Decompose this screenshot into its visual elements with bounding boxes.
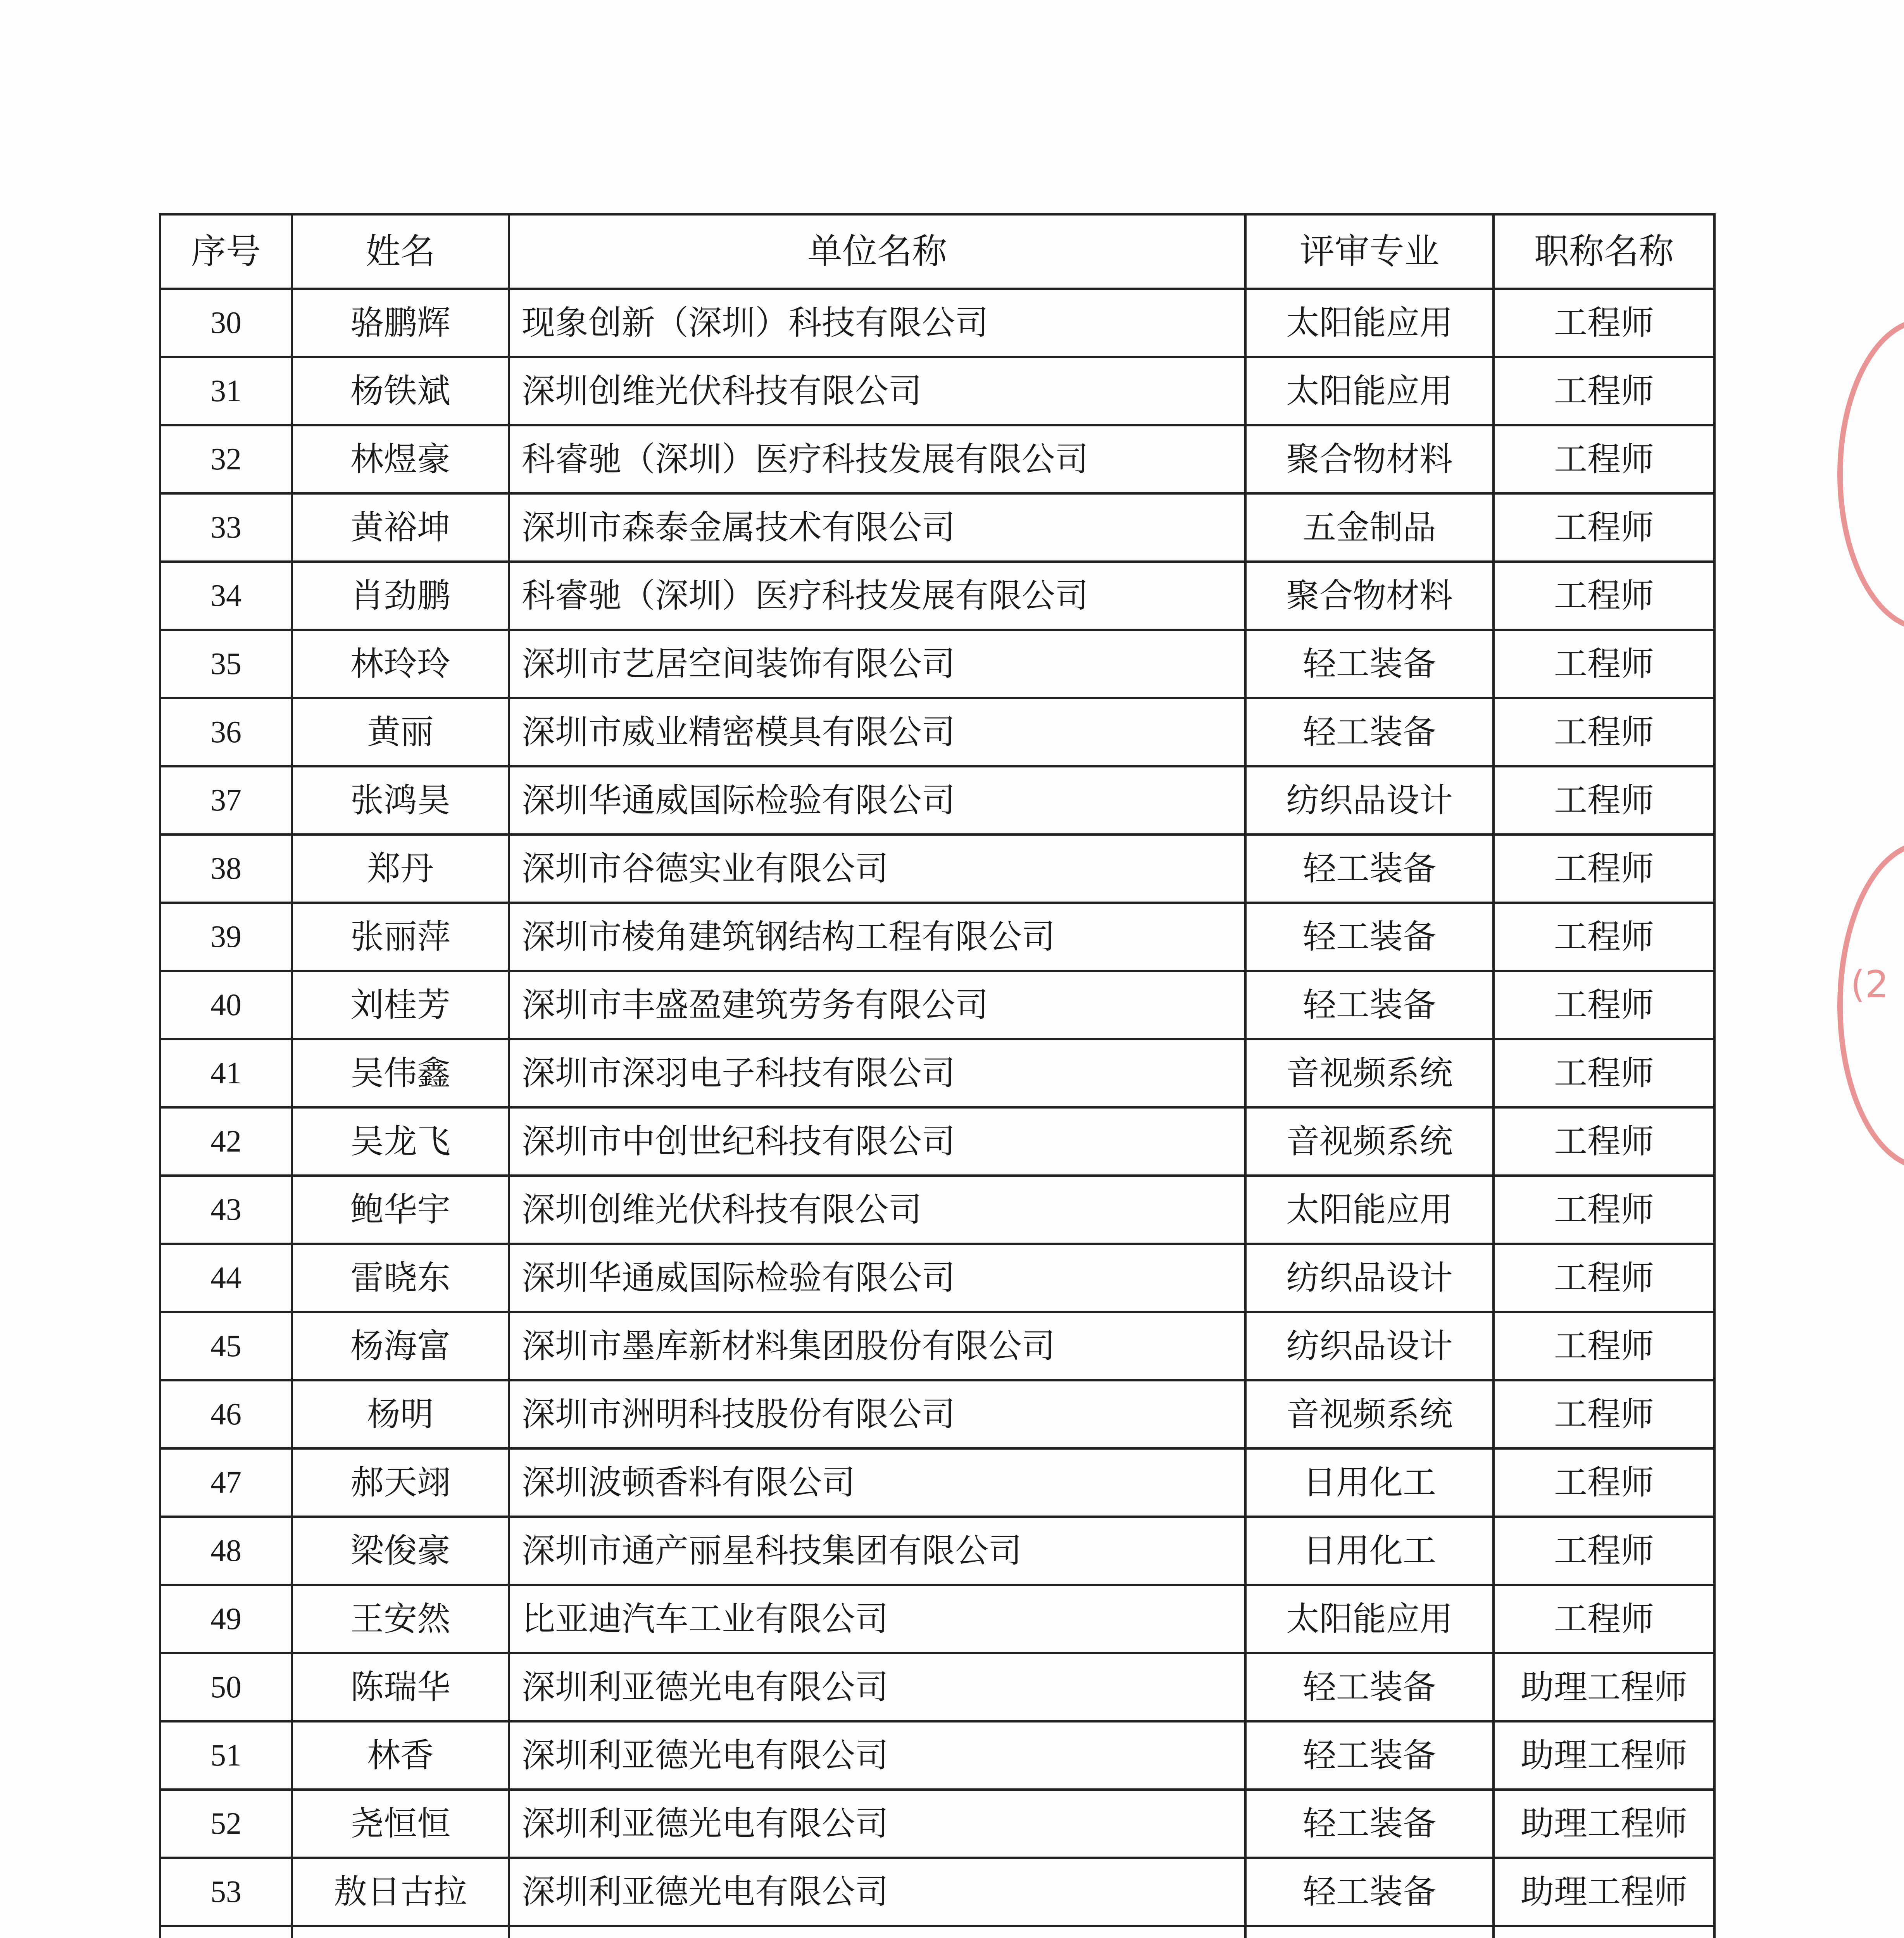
cell-title: 工程师: [1494, 971, 1714, 1039]
table-row: [160, 1721, 1714, 1790]
table-row: [160, 1107, 1714, 1176]
cell-title: 助理工程师: [1494, 1653, 1714, 1721]
header-name: 姓名: [292, 214, 509, 289]
cell-title: 工程师: [1494, 903, 1714, 971]
cell-title: 工程师: [1494, 835, 1714, 903]
cell-seq: 42: [160, 1107, 292, 1176]
cell-title: [1494, 1926, 1714, 1938]
cell-specialty: 太阳能应用: [1245, 357, 1494, 425]
table-row: [160, 1517, 1714, 1585]
cell-seq: 51: [160, 1721, 292, 1790]
table-row: [160, 425, 1714, 493]
cell-seq: 52: [160, 1790, 292, 1858]
cell-seq: 35: [160, 630, 292, 698]
cell-specialty: 五金制品: [1245, 493, 1494, 562]
cell-name: 黄裕坤: [292, 493, 509, 562]
table-row: [160, 630, 1714, 698]
cell-company: 深圳市通产丽星科技集团有限公司: [509, 1517, 1245, 1585]
table-row: [160, 493, 1714, 562]
table-row: [160, 1312, 1714, 1380]
cell-title: 工程师: [1494, 766, 1714, 835]
cell-title: 工程师: [1494, 425, 1714, 493]
cell-seq: 44: [160, 1244, 292, 1312]
cell-company: 深圳创维光伏科技有限公司: [509, 357, 1245, 425]
cell-seq: 39: [160, 903, 292, 971]
cell-title: 工程师: [1494, 1448, 1714, 1517]
cell-specialty: 太阳能应用: [1245, 1176, 1494, 1244]
cell-specialty: 日用化工: [1245, 1517, 1494, 1585]
table-header-row: [160, 214, 1714, 289]
cell-name: 黄丽: [292, 698, 509, 766]
cell-name: 林煜豪: [292, 425, 509, 493]
cell-specialty: 日用化工: [1245, 1448, 1494, 1517]
cell-seq: [160, 1926, 292, 1938]
cell-seq: 32: [160, 425, 292, 493]
cell-company: 科睿驰（深圳）医疗科技发展有限公司: [509, 562, 1245, 630]
cell-seq: 53: [160, 1858, 292, 1926]
cell-seq: 45: [160, 1312, 292, 1380]
cell-title: 工程师: [1494, 357, 1714, 425]
table-row: [160, 835, 1714, 903]
table-row: [160, 357, 1714, 425]
cell-company: 深圳市中创世纪科技有限公司: [509, 1107, 1245, 1176]
cell-specialty: 轻工装备: [1245, 698, 1494, 766]
cell-specialty: 太阳能应用: [1245, 289, 1494, 357]
cell-seq: 48: [160, 1517, 292, 1585]
cell-company: 深圳华通威国际检验有限公司: [509, 1244, 1245, 1312]
cell-specialty: 轻工装备: [1245, 1721, 1494, 1790]
cell-company: 深圳市深羽电子科技有限公司: [509, 1039, 1245, 1107]
cell-title: 工程师: [1494, 493, 1714, 562]
cell-company: [509, 1926, 1245, 1938]
cell-name: 鲍华宇: [292, 1176, 509, 1244]
table-row: [160, 1858, 1714, 1926]
cell-name: 杨海富: [292, 1312, 509, 1380]
cell-name: 尧恒恒: [292, 1790, 509, 1858]
cell-specialty: 音视频系统: [1245, 1380, 1494, 1448]
cell-name: 张鸿昊: [292, 766, 509, 835]
table-row: [160, 289, 1714, 357]
cell-name: 吴伟鑫: [292, 1039, 509, 1107]
cell-name: 杨明: [292, 1380, 509, 1448]
cell-name: 肖劲鹏: [292, 562, 509, 630]
cell-title: 工程师: [1494, 698, 1714, 766]
cell-company: 深圳市艺居空间装饰有限公司: [509, 630, 1245, 698]
cell-name: 杨铁斌: [292, 357, 509, 425]
cell-company: 比亚迪汽车工业有限公司: [509, 1585, 1245, 1653]
cell-name: 王安然: [292, 1585, 509, 1653]
official-seal-lower: [1837, 841, 1904, 1170]
header-company: 单位名称: [509, 214, 1245, 289]
table-row: [160, 562, 1714, 630]
cell-company: 深圳市丰盛盈建筑劳务有限公司: [509, 971, 1245, 1039]
cell-specialty: 轻工装备: [1245, 1653, 1494, 1721]
cell-company: 深圳波顿香料有限公司: [509, 1448, 1245, 1517]
cell-name: 张丽萍: [292, 903, 509, 971]
cell-title: 助理工程师: [1494, 1721, 1714, 1790]
cell-company: 深圳利亚德光电有限公司: [509, 1790, 1245, 1858]
cell-company: 深圳市谷德实业有限公司: [509, 835, 1245, 903]
cell-name: 敖日古拉: [292, 1858, 509, 1926]
cell-name: 吴龙飞: [292, 1107, 509, 1176]
cell-seq: 47: [160, 1448, 292, 1517]
cell-title: 工程师: [1494, 289, 1714, 357]
cell-name: 陈瑞华: [292, 1653, 509, 1721]
cell-specialty: 聚合物材料: [1245, 562, 1494, 630]
cell-name: [292, 1926, 509, 1938]
table-body: [160, 289, 1714, 1938]
cell-seq: 30: [160, 289, 292, 357]
cell-title: 工程师: [1494, 1039, 1714, 1107]
cell-seq: 40: [160, 971, 292, 1039]
cell-company: 深圳利亚德光电有限公司: [509, 1858, 1245, 1926]
roster-table: [159, 213, 1716, 1938]
cell-specialty: 音视频系统: [1245, 1107, 1494, 1176]
table-row: [160, 698, 1714, 766]
header-specialty: 评审专业: [1245, 214, 1494, 289]
cell-specialty: 轻工装备: [1245, 903, 1494, 971]
cell-specialty: 纺织品设计: [1245, 1312, 1494, 1380]
cell-company: 深圳市森泰金属技术有限公司: [509, 493, 1245, 562]
cell-specialty: 轻工装备: [1245, 835, 1494, 903]
header-seq: 序号: [160, 214, 292, 289]
cell-title: 工程师: [1494, 1517, 1714, 1585]
table-row: [160, 1039, 1714, 1107]
cell-seq: 34: [160, 562, 292, 630]
cell-name: 梁俊豪: [292, 1517, 509, 1585]
official-seal-upper: [1837, 318, 1904, 631]
table-row: [160, 1926, 1714, 1938]
cell-title: 工程师: [1494, 1585, 1714, 1653]
cell-name: 刘桂芳: [292, 971, 509, 1039]
cell-seq: 49: [160, 1585, 292, 1653]
table-row: [160, 1380, 1714, 1448]
cell-specialty: [1245, 1926, 1494, 1938]
cell-seq: 36: [160, 698, 292, 766]
cell-specialty: 纺织品设计: [1245, 1244, 1494, 1312]
cell-company: 深圳华通威国际检验有限公司: [509, 766, 1245, 835]
cell-specialty: 轻工装备: [1245, 1790, 1494, 1858]
table-row: [160, 1176, 1714, 1244]
cell-specialty: 轻工装备: [1245, 971, 1494, 1039]
table-row: [160, 1653, 1714, 1721]
table-row: [160, 903, 1714, 971]
cell-company: 深圳市洲明科技股份有限公司: [509, 1380, 1245, 1448]
cell-seq: 38: [160, 835, 292, 903]
table-row: [160, 766, 1714, 835]
cell-name: 骆鹏辉: [292, 289, 509, 357]
cell-company: 深圳创维光伏科技有限公司: [509, 1176, 1245, 1244]
cell-seq: 41: [160, 1039, 292, 1107]
cell-specialty: 轻工装备: [1245, 630, 1494, 698]
cell-company: 现象创新（深圳）科技有限公司: [509, 289, 1245, 357]
cell-company: 深圳利亚德光电有限公司: [509, 1721, 1245, 1790]
cell-name: 林玲玲: [292, 630, 509, 698]
table-row: [160, 1790, 1714, 1858]
cell-name: 雷晓东: [292, 1244, 509, 1312]
cell-specialty: 聚合物材料: [1245, 425, 1494, 493]
cell-name: 郝天翊: [292, 1448, 509, 1517]
table-row: [160, 971, 1714, 1039]
cell-specialty: 太阳能应用: [1245, 1585, 1494, 1653]
table-row: [160, 1448, 1714, 1517]
cell-seq: 37: [160, 766, 292, 835]
cell-company: 深圳市威业精密模具有限公司: [509, 698, 1245, 766]
cell-specialty: 轻工装备: [1245, 1858, 1494, 1926]
cell-name: 林香: [292, 1721, 509, 1790]
cell-seq: 46: [160, 1380, 292, 1448]
table-row: [160, 1244, 1714, 1312]
cell-title: 工程师: [1494, 562, 1714, 630]
cell-title: 工程师: [1494, 1107, 1714, 1176]
cell-title: 工程师: [1494, 1312, 1714, 1380]
header-title: 职称名称: [1494, 214, 1714, 289]
cell-specialty: 音视频系统: [1245, 1039, 1494, 1107]
cell-title: 工程师: [1494, 630, 1714, 698]
cell-seq: 33: [160, 493, 292, 562]
cell-title: 工程师: [1494, 1176, 1714, 1244]
seal-text: (2: [1851, 963, 1889, 1006]
cell-seq: 31: [160, 357, 292, 425]
cell-name: 郑丹: [292, 835, 509, 903]
cell-title: 工程师: [1494, 1380, 1714, 1448]
cell-seq: 43: [160, 1176, 292, 1244]
cell-company: 深圳市墨库新材料集团股份有限公司: [509, 1312, 1245, 1380]
cell-title: 助理工程师: [1494, 1858, 1714, 1926]
cell-title: 助理工程师: [1494, 1790, 1714, 1858]
cell-company: 深圳市棱角建筑钢结构工程有限公司: [509, 903, 1245, 971]
cell-title: 工程师: [1494, 1244, 1714, 1312]
cell-specialty: 纺织品设计: [1245, 766, 1494, 835]
cell-company: 科睿驰（深圳）医疗科技发展有限公司: [509, 425, 1245, 493]
cell-seq: 50: [160, 1653, 292, 1721]
table-row: [160, 1585, 1714, 1653]
cell-company: 深圳利亚德光电有限公司: [509, 1653, 1245, 1721]
